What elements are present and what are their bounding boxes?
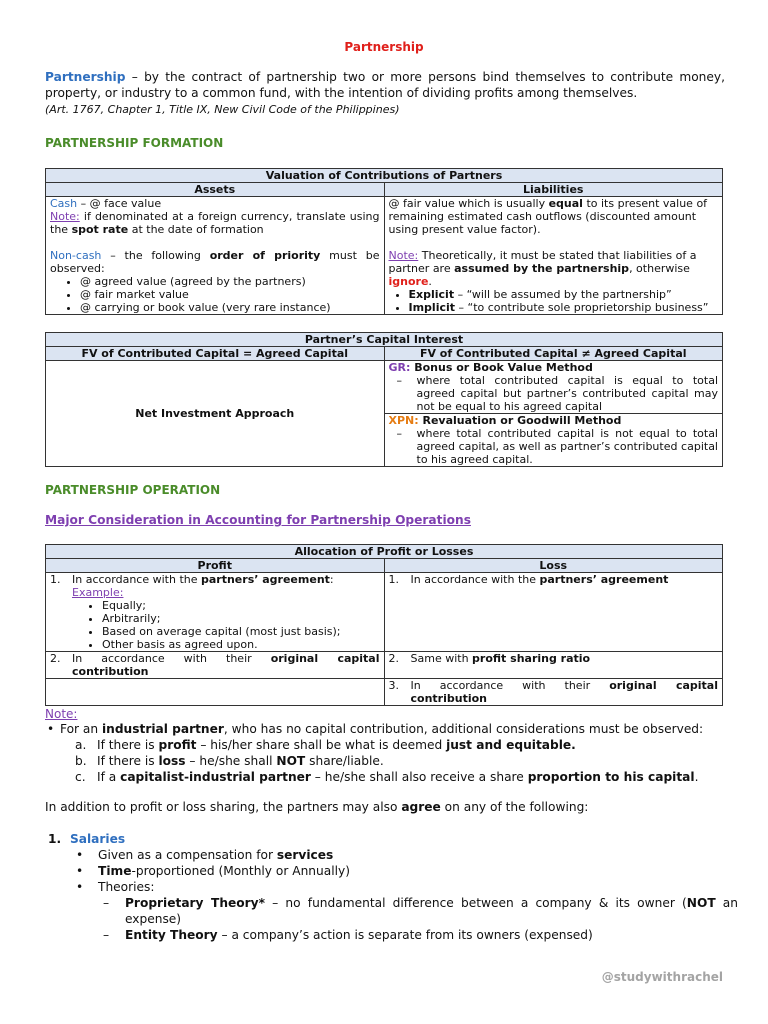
liab-a: @ fair value which is usually: [388, 197, 549, 210]
list-item: • @ fair market value: [80, 288, 380, 301]
list-item: • Equally;: [102, 599, 380, 612]
allocation-table: [45, 544, 723, 706]
note-b-3: share/liable.: [305, 754, 384, 768]
explicit-label: Explicit: [408, 288, 455, 301]
l3-a: In accordance with their: [410, 679, 610, 692]
list-item: • Arbitrarily;: [102, 612, 380, 625]
t2-a: – a company’s action is separate from its owners (expensed): [217, 928, 593, 942]
l2-bold: profit sharing ratio: [472, 652, 591, 665]
list-item: • Other basis as agreed upon.: [102, 638, 380, 651]
theory-item: – Entity Theory – a company’s action is separate from its owners (expensed): [103, 928, 593, 942]
xpn-title: Revaluation or Goodwill Method: [418, 414, 622, 427]
note-a-bold2: just and equitable.: [446, 738, 576, 752]
note-a-1: If there is: [97, 738, 159, 752]
list-item: • Based on average capital (most just basis);: [102, 625, 380, 638]
t1-a: – no fundamental difference between a company & its owner (: [265, 896, 687, 910]
col-notequal: FV of Contributed Capital ≠ Agreed Capital: [384, 347, 723, 361]
addl-b: on any of the following:: [440, 800, 589, 814]
assets-cell: [46, 197, 385, 315]
salaries-title: Salaries: [70, 832, 126, 846]
list-item: • Theories:: [76, 880, 155, 894]
salaries-section: [48, 831, 738, 943]
additional-agreements-text: [45, 800, 588, 814]
loss-row-2: [384, 652, 723, 679]
note-item-c: [45, 769, 735, 785]
note-item-b: [45, 753, 735, 769]
valuation-caption: Valuation of Contributions of Partners: [46, 169, 723, 183]
t2-bold: Entity Theory: [125, 928, 218, 942]
s3: Theories:: [98, 880, 155, 894]
loss-row-1: [384, 573, 723, 652]
col-assets: Assets: [46, 183, 385, 197]
gr-label: GR:: [388, 361, 411, 374]
list-item: • @ carrying or book value (very rare instance): [80, 301, 380, 314]
p1-bold: partners’ agreement: [201, 573, 330, 586]
liab-note-bold: assumed by the partnership: [454, 262, 630, 275]
xpn-cell: [384, 414, 723, 467]
note-bullet-bold: industrial partner: [101, 722, 224, 736]
implicit-label: Implicit: [408, 301, 456, 314]
note-c-bold2: proportion to his capital: [527, 770, 695, 784]
liab-bold: equal: [548, 197, 583, 210]
list-item: [409, 301, 719, 314]
noncash-a: – the following: [101, 249, 210, 262]
gr-cell: [384, 361, 723, 414]
note-b-1: If there is: [97, 754, 159, 768]
gr-title: Bonus or Book Value Method: [410, 361, 593, 374]
intro-paragraph: [45, 69, 725, 118]
xpn-text: – where total contributed capital is not equal to total agreed capital, as well as partner’s contributed capital to his agreed capital.: [389, 427, 719, 466]
salaries-num: 1.: [48, 832, 62, 846]
cash-note-b: at the date of formation: [128, 223, 264, 236]
profit-row-3-empty: [46, 679, 385, 706]
intro-term: Partnership: [45, 70, 126, 84]
col-loss: Loss: [384, 559, 723, 573]
item-num: a.: [75, 738, 87, 752]
note-c-1: If a: [97, 770, 121, 784]
valuation-table: [45, 168, 723, 315]
note-item-a: [45, 737, 735, 753]
row-num: 1.: [388, 573, 399, 586]
row-num: 1.: [50, 573, 61, 586]
example-list: [50, 599, 380, 651]
noncash-label: Non-cash: [50, 249, 102, 262]
l2-a: Same with: [410, 652, 473, 665]
row-num: 2.: [388, 652, 399, 665]
note-bullet: • For an industrial partner, who has no capital contribution, additional considerations must be observed:: [47, 722, 704, 736]
note-a-bold1: profit: [158, 738, 197, 752]
liab-note-ignore: ignore: [388, 275, 429, 288]
note-b-bold2: NOT: [276, 754, 306, 768]
liab-note-a: Theoretically, it must be stated that liabilities of a partner are: [388, 249, 697, 275]
l1-a: In accordance with the: [410, 573, 540, 586]
profit-row-2: [46, 652, 385, 679]
capital-interest-table: [45, 332, 723, 467]
example-label: Example:: [72, 586, 124, 599]
l3-bold: original capital contribution: [410, 679, 719, 705]
item-num: c.: [75, 770, 86, 784]
addl-a: In addition to profit or loss sharing, the partners may also: [45, 800, 402, 814]
watermark: @studywithrachel: [601, 970, 723, 984]
col-profit: Profit: [46, 559, 385, 573]
t1-b: an expense): [125, 896, 739, 926]
cash-note-a: if denominated at a foreign currency, translate using the: [50, 210, 380, 236]
note-bullet-a: For an: [60, 722, 102, 736]
section-heading-formation: PARTNERSHIP FORMATION: [45, 136, 224, 150]
section-heading-operation: PARTNERSHIP OPERATION: [45, 483, 221, 497]
liab-note-label: Note:: [388, 249, 419, 262]
liab-list: [389, 288, 719, 314]
t1-bold: Proprietary Theory*: [125, 896, 265, 910]
cash-note-bold: spot rate: [71, 223, 129, 236]
list-item: [409, 288, 719, 301]
note-a-2: – his/her share shall be what is deemed: [196, 738, 447, 752]
s1-bold: services: [276, 848, 334, 862]
allocation-caption: Allocation of Profit or Losses: [46, 545, 723, 559]
profit-row-1: [46, 573, 385, 652]
row-num: 2.: [50, 652, 61, 665]
note-label: Note:: [45, 707, 78, 721]
s1-a: Given as a compensation for: [98, 848, 277, 862]
t1-bold2: NOT: [686, 896, 716, 910]
cash-text: – @ face value: [77, 197, 162, 210]
note-c-3: .: [694, 770, 699, 784]
implicit-text: – “to contribute sole proprietorship business”: [455, 301, 709, 314]
list-item: • Given as a compensation for services: [76, 848, 334, 862]
col-equal: FV of Contributed Capital = Agreed Capital: [46, 347, 385, 361]
cash-label: Cash: [50, 197, 78, 210]
note-c-2: – he/she shall also receive a share: [310, 770, 528, 784]
page-title: Partnership: [344, 40, 424, 54]
noncash-b: must be observed:: [50, 249, 380, 275]
salaries-heading: [48, 831, 738, 847]
item-num: b.: [75, 754, 87, 768]
liab-b: to its present value of remaining estimated cash outflows (discounted amount using present value factor).: [388, 197, 708, 236]
subsection-heading: Major Consideration in Accounting for Partnership Operations: [45, 513, 471, 527]
l1-bold: partners’ agreement: [539, 573, 669, 586]
s2-bold: Time: [98, 864, 132, 878]
loss-row-3: [384, 679, 723, 706]
intro-citation: (Art. 1767, Chapter 1, Title IX, New Civil Code of the Philippines): [45, 103, 400, 116]
note-b-bold1: loss: [158, 754, 186, 768]
s2-b: -proportioned (Monthly or Annually): [131, 864, 350, 878]
note-body: [45, 721, 735, 785]
xpn-label: XPN:: [388, 414, 419, 427]
gr-text: – where total contributed capital is equal to total agreed capital but partner’s contributed capital may not be equal to his agreed capital: [389, 374, 719, 413]
list-item: • @ agreed value (agreed by the partners): [80, 275, 380, 288]
list-item: • Time-proportioned (Monthly or Annually): [76, 864, 350, 878]
theory-item: – Proprietary Theory* – no fundamental difference between a company & its owner (NOT an expense): [103, 896, 739, 926]
capital-caption: Partner’s Capital Interest: [46, 333, 723, 347]
explicit-text: – “will be assumed by the partnership”: [454, 288, 672, 301]
intro-definition: – by the contract of partnership two or more persons bind themselves to contribute money, property, or industry to a common fund, with the intention of dividing profits among themselves.: [45, 70, 725, 100]
liabilities-cell: [384, 197, 723, 315]
row-num: 3.: [388, 679, 399, 692]
net-investment-cell: Net Investment Approach: [46, 361, 385, 467]
liab-note-end: .: [428, 275, 432, 288]
p1-b: :: [329, 573, 334, 586]
p1-a: In accordance with the: [72, 573, 201, 586]
p2-bold: original capital contribution: [72, 652, 380, 678]
note-b-2: – he/she shall: [185, 754, 277, 768]
noncash-list: [50, 275, 380, 314]
liab-note-b: , otherwise: [629, 262, 690, 275]
col-liabilities: Liabilities: [384, 183, 723, 197]
noncash-bold: order of priority: [209, 249, 321, 262]
note-c-bold1: capitalist-industrial partner: [120, 770, 311, 784]
cash-note-label: Note:: [50, 210, 80, 223]
addl-bold: agree: [401, 800, 441, 814]
p2-a: In accordance with their: [72, 652, 271, 665]
note-bullet-b: , who has no capital contribution, additional considerations must be observed:: [223, 722, 704, 736]
